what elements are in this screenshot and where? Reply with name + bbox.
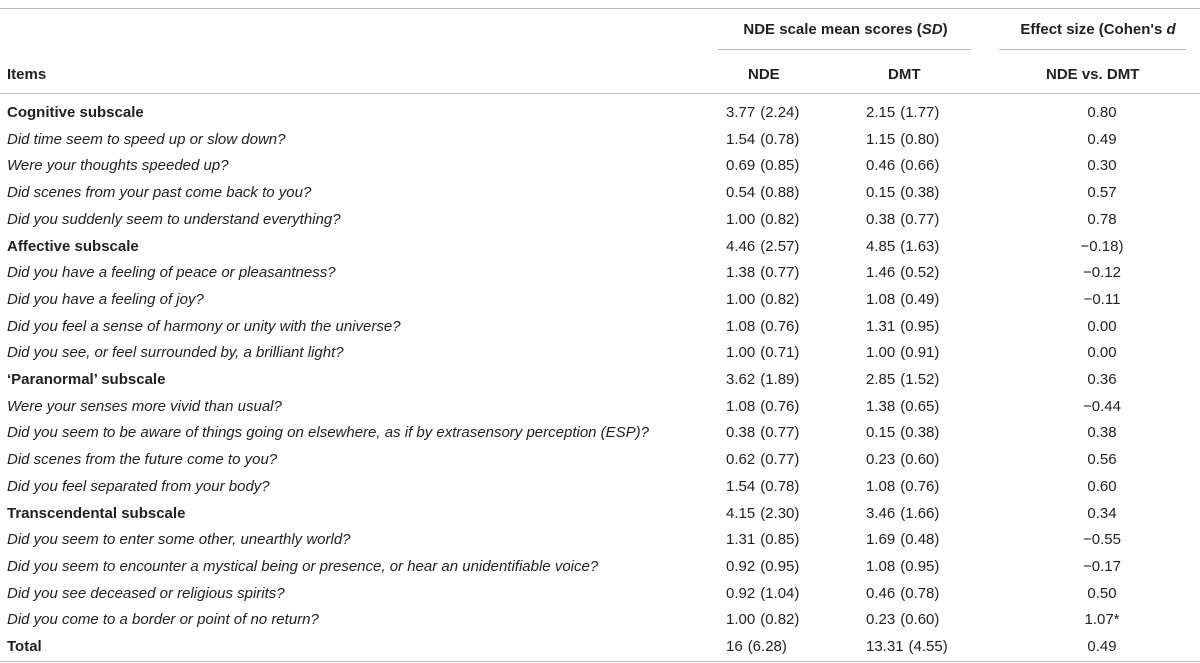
column-header-items: Items	[7, 66, 47, 83]
nde-mean-value: 1.08	[726, 397, 756, 415]
nde-mean-value: 1.08	[726, 317, 756, 335]
nde-mean	[726, 260, 799, 287]
dmt-mean-value: 0.15	[866, 424, 896, 442]
effect-size: 0.49	[1087, 130, 1117, 148]
nde-mean-value: 0.38	[726, 424, 756, 442]
dmt-mean-value: 1.00	[866, 344, 896, 362]
effect-size: 0.34	[1087, 504, 1117, 522]
item-label: Did you have a feeling of peace or pleasantness?	[7, 264, 336, 282]
group-header-nde-close: )	[942, 21, 948, 38]
nde-mean	[726, 153, 799, 180]
nde-mean-sd: (0.95)	[760, 557, 800, 575]
dmt-mean-sd: (0.80)	[900, 130, 940, 148]
effect-size: 1.07*	[1084, 611, 1120, 629]
nde-mean-sd: (0.85)	[760, 157, 800, 175]
group-rule-effect	[999, 49, 1186, 50]
dmt-mean-sd: (1.77)	[900, 104, 940, 121]
nde-mean-value: 3.77	[726, 104, 756, 121]
nde-mean-sd: (2.57)	[760, 237, 800, 255]
group-header-effect-text: Effect size (Cohen's	[1020, 21, 1167, 38]
nde-mean-value: 1.00	[726, 290, 756, 308]
nde-mean-value: 4.15	[726, 504, 756, 522]
nde-mean-sd: (0.76)	[760, 397, 800, 415]
nde-mean	[726, 527, 799, 554]
nde-mean-sd: (2.24)	[760, 104, 800, 121]
nde-mean	[726, 287, 799, 314]
dmt-mean-sd: (0.65)	[900, 397, 940, 415]
dmt-mean-sd: (1.52)	[900, 371, 940, 388]
table-row	[0, 527, 1200, 554]
effect-size: −0.11	[1083, 290, 1121, 308]
bottom-rule	[0, 661, 1200, 662]
dmt-mean	[866, 554, 939, 581]
dmt-mean-value: 2.15	[866, 104, 896, 121]
nde-mean-sd: (0.76)	[760, 317, 800, 335]
nde-mean-value: 0.69	[726, 157, 756, 175]
effect-size: 0.56	[1087, 451, 1117, 469]
effect-size: 0.78	[1087, 210, 1117, 228]
table-row	[0, 474, 1200, 501]
subscale-row	[0, 100, 1200, 127]
dmt-mean	[866, 581, 939, 608]
nde-mean	[726, 340, 799, 367]
dmt-mean-sd: (0.52)	[900, 264, 940, 282]
table-row	[0, 447, 1200, 474]
dmt-mean-sd: (0.49)	[900, 290, 940, 308]
nde-mean-value: 1.38	[726, 264, 756, 282]
effect-size: 0.38	[1087, 424, 1117, 442]
dmt-mean-sd: (0.91)	[900, 344, 940, 362]
subscale-row	[0, 501, 1200, 528]
table-row	[0, 554, 1200, 581]
dmt-mean-value: 13.31	[866, 638, 904, 655]
dmt-mean-value: 4.85	[866, 237, 896, 255]
table-row	[0, 581, 1200, 608]
nde-mean	[726, 234, 799, 261]
effect-size: −0.55	[1083, 531, 1121, 549]
dmt-mean	[866, 527, 939, 554]
dmt-mean-value: 0.46	[866, 157, 896, 175]
dmt-mean-sd: (0.60)	[900, 611, 940, 629]
dmt-mean	[866, 474, 939, 501]
nde-mean	[726, 447, 799, 474]
effect-size: 0.49	[1087, 638, 1117, 655]
dmt-mean-value: 1.15	[866, 130, 896, 148]
table-row	[0, 420, 1200, 447]
effect-size: 0.80	[1087, 104, 1117, 121]
dmt-mean-value: 0.23	[866, 451, 896, 469]
item-label: Cognitive subscale	[7, 104, 144, 121]
nde-mean-sd: (1.89)	[760, 371, 800, 388]
group-header-effect-size	[996, 21, 1200, 38]
dmt-mean	[866, 260, 939, 287]
dmt-mean-value: 1.31	[866, 317, 896, 335]
dmt-mean-value: 0.23	[866, 611, 896, 629]
dmt-mean-sd: (4.55)	[908, 638, 948, 655]
dmt-mean	[866, 340, 939, 367]
effect-size: −0.17	[1083, 557, 1121, 575]
item-label: Total	[7, 638, 42, 655]
table-row	[0, 153, 1200, 180]
dmt-mean-sd: (0.78)	[900, 584, 940, 602]
nde-mean-value: 0.92	[726, 557, 756, 575]
item-label: Did you seem to encounter a mystical being or presence, or hear an unidentifiable voice?	[7, 557, 599, 575]
table-row	[0, 340, 1200, 367]
nde-mean	[726, 420, 799, 447]
dmt-mean	[866, 180, 939, 207]
effect-size: 0.60	[1087, 477, 1117, 495]
column-header-dmt: DMT	[888, 66, 921, 83]
item-label: Did scenes from the future come to you?	[7, 451, 278, 469]
dmt-mean-sd: (0.95)	[900, 317, 940, 335]
dmt-mean	[866, 100, 939, 127]
table-row	[0, 260, 1200, 287]
table-row	[0, 180, 1200, 207]
column-header-effect: NDE vs. DMT	[1046, 66, 1140, 83]
effect-size: 0.00	[1087, 344, 1117, 362]
dmt-mean	[866, 634, 948, 661]
table-row	[0, 607, 1200, 634]
nde-mean-sd: (0.78)	[760, 477, 800, 495]
dmt-mean-sd: (0.38)	[900, 184, 940, 202]
item-label: Did you see, or feel surrounded by, a brilliant light?	[7, 344, 344, 362]
dmt-mean-sd: (0.76)	[900, 477, 940, 495]
dmt-mean-sd: (1.66)	[900, 504, 940, 522]
nde-mean-sd: (0.88)	[760, 184, 800, 202]
nde-mean-sd: (0.82)	[760, 290, 800, 308]
dmt-mean-sd: (1.63)	[900, 237, 940, 255]
effect-size: 0.57	[1087, 184, 1117, 202]
dmt-mean-value: 0.46	[866, 584, 896, 602]
nde-mean-value: 1.00	[726, 611, 756, 629]
nde-mean	[726, 474, 799, 501]
table-row	[0, 287, 1200, 314]
dmt-mean	[866, 153, 939, 180]
column-header-nde: NDE	[748, 66, 780, 83]
table-row	[0, 394, 1200, 421]
nde-mean	[726, 554, 799, 581]
dmt-mean-sd: (0.77)	[900, 210, 940, 228]
top-rule	[0, 8, 1200, 9]
header-rule	[0, 93, 1200, 94]
dmt-mean-sd: (0.38)	[900, 424, 940, 442]
nde-mean-sd: (0.71)	[760, 344, 800, 362]
nde-mean-sd: (0.78)	[760, 130, 800, 148]
nde-mean-value: 4.46	[726, 237, 756, 255]
dmt-mean	[866, 234, 939, 261]
item-label: Did you seem to enter some other, unearthly world?	[7, 531, 351, 549]
nde-mean-sd: (0.85)	[760, 531, 800, 549]
effect-size: 0.36	[1087, 371, 1117, 388]
nde-mean-sd: (0.82)	[760, 210, 800, 228]
dmt-mean-value: 0.38	[866, 210, 896, 228]
effect-size: −0.18)	[1080, 237, 1124, 255]
nde-mean-value: 1.00	[726, 210, 756, 228]
nde-mean	[726, 314, 799, 341]
nde-mean	[726, 367, 799, 394]
item-label: Transcendental subscale	[7, 504, 186, 522]
item-label: Were your thoughts speeded up?	[7, 157, 229, 175]
dmt-mean-sd: (0.48)	[900, 531, 940, 549]
dmt-mean	[866, 420, 939, 447]
nde-mean-value: 0.54	[726, 184, 756, 202]
nde-mean-sd: (6.28)	[747, 638, 787, 655]
table-row	[0, 207, 1200, 234]
group-header-nde-sd: SD	[921, 21, 943, 38]
item-label: Did scenes from your past come back to you?	[7, 184, 312, 202]
nde-mean-sd: (0.77)	[760, 424, 800, 442]
item-label: Did time seem to speed up or slow down?	[7, 130, 286, 148]
effect-size: 0.50	[1087, 584, 1117, 602]
dmt-mean-sd: (0.66)	[900, 157, 940, 175]
nde-mean	[726, 394, 799, 421]
nde-mean	[726, 127, 799, 154]
nde-mean-value: 1.54	[726, 477, 756, 495]
dmt-mean-value: 0.15	[866, 184, 896, 202]
nde-mean	[726, 180, 799, 207]
dmt-mean-value: 1.38	[866, 397, 896, 415]
item-label: Did you come to a border or point of no return?	[7, 611, 319, 629]
group-header-effect-d: d	[1166, 21, 1176, 38]
dmt-mean	[866, 314, 939, 341]
nde-mean-sd: (0.77)	[760, 264, 800, 282]
item-label: Were your senses more vivid than usual?	[7, 397, 282, 415]
nde-mean	[726, 607, 799, 634]
nde-mean-value: 1.00	[726, 344, 756, 362]
nde-mean-value: 3.62	[726, 371, 756, 388]
nde-mean-value: 16	[726, 638, 743, 655]
dmt-mean	[866, 607, 939, 634]
nde-mean-value: 1.54	[726, 130, 756, 148]
table-row	[0, 127, 1200, 154]
dmt-mean	[866, 367, 939, 394]
dmt-mean	[866, 127, 939, 154]
item-label: Did you feel a sense of harmony or unity with the universe?	[7, 317, 401, 335]
total-row	[0, 634, 1200, 661]
nde-mean	[726, 207, 799, 234]
dmt-mean-value: 1.08	[866, 477, 896, 495]
dmt-mean-value: 1.69	[866, 531, 896, 549]
item-label: Affective subscale	[7, 237, 139, 255]
nde-mean-value: 0.92	[726, 584, 756, 602]
effect-size: 0.00	[1087, 317, 1117, 335]
dmt-mean-value: 1.08	[866, 557, 896, 575]
dmt-mean-value: 1.46	[866, 264, 896, 282]
nde-mean-sd: (0.77)	[760, 451, 800, 469]
effect-size: −0.44	[1083, 397, 1121, 415]
dmt-mean-value: 3.46	[866, 504, 896, 522]
nde-mean-sd: (1.04)	[760, 584, 800, 602]
dmt-mean	[866, 394, 939, 421]
nde-mean-sd: (0.82)	[760, 611, 800, 629]
item-label: Did you see deceased or religious spirits?	[7, 584, 285, 602]
table-row	[0, 314, 1200, 341]
dmt-mean	[866, 447, 939, 474]
effect-size: −0.12	[1083, 264, 1121, 282]
item-label: ‘Paranormal’ subscale	[7, 371, 166, 388]
group-header-nde-text: NDE scale mean scores (	[743, 21, 922, 38]
dmt-mean-value: 1.08	[866, 290, 896, 308]
effect-size: 0.30	[1087, 157, 1117, 175]
nde-mean	[726, 501, 799, 528]
item-label: Did you suddenly seem to understand everything?	[7, 210, 341, 228]
nde-mean	[726, 634, 787, 661]
item-label: Did you feel separated from your body?	[7, 477, 270, 495]
group-rule-nde	[718, 49, 971, 50]
dmt-mean	[866, 501, 939, 528]
nde-mean-value: 0.62	[726, 451, 756, 469]
nde-mean	[726, 581, 799, 608]
item-label: Did you seem to be aware of things going on elsewhere, as if by extrasensory perception (ESP)?	[7, 424, 650, 442]
nde-mean	[726, 100, 799, 127]
dmt-mean-sd: (0.95)	[900, 557, 940, 575]
nde-mean-sd: (2.30)	[760, 504, 800, 522]
subscale-row	[0, 234, 1200, 261]
group-header-nde-scale	[718, 21, 973, 38]
dmt-mean-value: 2.85	[866, 371, 896, 388]
nde-mean-value: 1.31	[726, 531, 756, 549]
dmt-mean	[866, 207, 939, 234]
item-label: Did you have a feeling of joy?	[7, 290, 204, 308]
subscale-row	[0, 367, 1200, 394]
dmt-mean-sd: (0.60)	[900, 451, 940, 469]
dmt-mean	[866, 287, 939, 314]
